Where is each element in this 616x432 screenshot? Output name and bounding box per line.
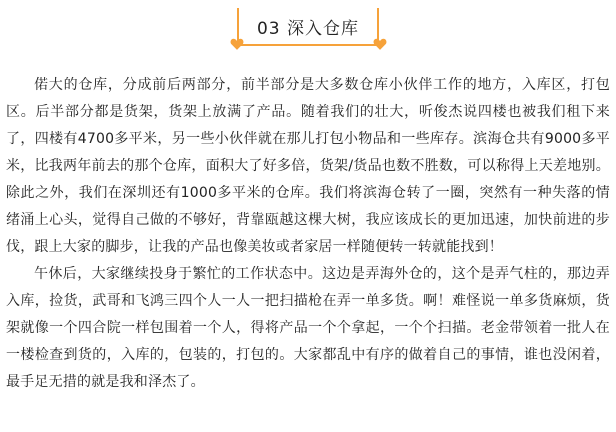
title-underline <box>237 44 379 46</box>
article-body <box>6 72 610 396</box>
heart-icon <box>230 37 244 51</box>
paragraph-warehouse-tour: 偌大的仓库，分成前后两部分，前半部分是大多数仓库小伙伴工作的地方，入库区，打包区。后半部分都是货架，货架上放满了产品。随着我们的壮大，听俊杰说四楼也被我们租下来了，四楼有4700多平米，另一些小伙伴就在那儿打包小物品和一些库存。滨海仓共有9000多平米，比我两年前去的那个仓库，面积大了好多倍，货架/货品也数不胜数，可以称得上天差地别。除此之外，我们在深圳还有1000多平米的仓库。我们将滨海仓转了一圈，突然有一种失落的情绪涌上心头，觉得自己做的不够好，背靠瓯越这棵大树，我应该成长的更加迅速，加快前进的步伐，跟上大家的脚步，让我的产品也像美妆或者家居一样随便转一转就能找到！ <box>6 77 610 255</box>
section-title: 03 深入仓库 <box>256 19 360 39</box>
paragraph-afternoon-work: 午休后，大家继续投身于繁忙的工作状态中。这边是弄海外仓的，这个是弄气柱的，那边弄入库，捡货，武哥和飞鸿三四个人一人一把扫描枪在弄一单多货。啊！难怪说一单多货麻烦，货架就像一个四合院一样包围着一个人，得将产品一个个拿起，一个个扫描。老金带领着一批人在一楼检查到货的，入库的，包装的，打包的。大家都乱中有序的做着自己的事情，谁也没闲着，最手足无措的就是我和泽杰了。 <box>6 266 610 390</box>
section-header <box>0 0 616 60</box>
heart-icon <box>373 37 387 51</box>
